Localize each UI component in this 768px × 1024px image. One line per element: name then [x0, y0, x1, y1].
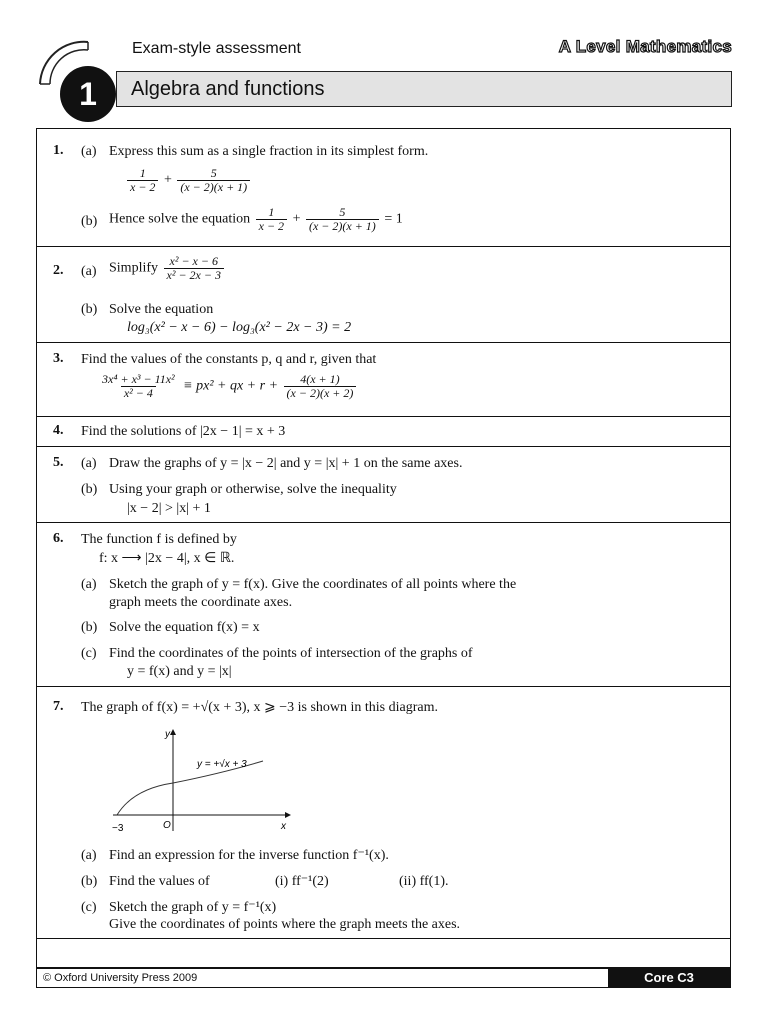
footer — [36, 968, 731, 988]
core-label: Core C3 — [608, 969, 730, 987]
origin-label: O — [163, 820, 171, 831]
part-label: (b) — [81, 482, 98, 497]
question-text: Find the values of — [109, 874, 210, 889]
question-number: 1. — [53, 143, 64, 158]
title-bar — [116, 71, 732, 107]
part-label: (a) — [81, 456, 97, 471]
brand-logo: A Level Mathematics — [558, 37, 732, 56]
question-number: 6. — [53, 531, 64, 546]
question-number: 7. — [53, 699, 64, 714]
question-text: The graph of f(x) = +√(x + 3), x ⩾ −3 is shown in this diagram. — [81, 700, 438, 715]
question-text: Sketch the graph of y = f⁻¹(x) — [109, 900, 277, 915]
question-6 — [37, 523, 730, 687]
sub-part: (ii) ff(1). — [399, 874, 449, 889]
part-label: (b) — [81, 620, 98, 635]
question-text: Using your graph or otherwise, solve the inequality — [109, 482, 397, 497]
y-axis-arrow — [170, 729, 176, 735]
neg3-label: −3 — [112, 823, 124, 834]
question-7 — [37, 687, 730, 939]
question-text: Find the values of the constants p, q and r, given that — [81, 352, 377, 367]
equation: log₃(x² − x − 6) − log₃(x² − 2x − 3) = 2 — [127, 320, 352, 335]
part-label: (b) — [81, 874, 98, 889]
question-text: Simplify $\frac{\text{x² − x − 6}}{\text{x² − 2x − 3}}$ — [109, 255, 226, 282]
question-number: 2. — [53, 263, 64, 278]
question-text: graph meets the coordinate axes. — [109, 595, 293, 610]
part-label: (a) — [81, 264, 97, 279]
question-text: Draw the graphs of y = |x − 2| and y = |x| + 1 on the same axes. — [109, 456, 463, 471]
part-label: (b) — [81, 302, 98, 317]
part-label: (b) — [81, 214, 98, 229]
question-text: y = f(x) and y = |x| — [127, 664, 232, 679]
fraction: $\frac{5}{(x - 2)(x + 1)}$ — [177, 167, 250, 194]
question-text: Sketch the graph of y = f(x). Give the coordinates of all points where the — [109, 577, 517, 592]
function-definition: f: x ⟶ |2x − 4|, x ∈ ℝ. — [99, 551, 235, 566]
question-number: 3. — [53, 351, 64, 366]
inequality: |x − 2| > |x| + 1 — [127, 501, 211, 516]
page-title: Algebra and functions — [131, 78, 325, 100]
y-axis-label: y — [165, 729, 170, 740]
part-label: (c) — [81, 900, 97, 915]
copyright-text: © Oxford University Press 2009 — [43, 972, 198, 984]
question-1 — [37, 129, 730, 247]
question-text: Hence solve the equation $\frac{1}{x - 2}$ + $\frac{5}{(x - 2)(x + 1)}$ = 1 — [109, 205, 403, 233]
part-label: (a) — [81, 577, 97, 592]
question-text: Give the coordinates of points where the graph meets the axes. — [109, 917, 461, 932]
function-graph — [103, 727, 303, 835]
questions-frame — [36, 128, 731, 968]
question-text: Find an expression for the inverse function f⁻¹(x). — [109, 848, 389, 863]
part-label: (a) — [81, 144, 97, 159]
unit-number-badge: 1 — [60, 66, 116, 122]
question-text: Solve the equation f(x) = x — [109, 620, 260, 635]
question-text: Find the solutions of |2x − 1| = x + 3 — [81, 424, 286, 439]
question-4 — [37, 417, 730, 447]
question-number: 4. — [53, 423, 64, 438]
question-3 — [37, 343, 730, 417]
question-text: Find the coordinates of the points of intersection of the graphs of — [109, 646, 473, 661]
expression: $\frac{1}{x - 2}$ + $\frac{5}{(x - 2)(x + 1)}$ — [125, 167, 252, 194]
part-label: (c) — [81, 646, 97, 661]
question-text: Express this sum as a single fraction in its simplest form. — [109, 144, 429, 159]
kicker-text: Exam-style assessment — [132, 40, 301, 57]
part-label: (a) — [81, 848, 97, 863]
question-2 — [37, 247, 730, 343]
question-text: Solve the equation — [109, 302, 214, 317]
x-axis-arrow — [285, 812, 291, 818]
sub-part: (i) ff⁻¹(2) — [275, 874, 329, 889]
question-text: The function f is defined by — [81, 532, 237, 547]
question-5 — [37, 447, 730, 523]
x-axis-label: x — [281, 821, 286, 832]
curve-label: y = +√x + 3 — [197, 759, 247, 770]
fraction: $\frac{1}{x - 2}$ — [127, 167, 158, 194]
identity: $\frac{\text{3x⁴ + x³ − 11x²}}{\text{x² − 4}}$ ≡ px² + qx + r + $\frac{4(x + 1)}{(x - 2)(x + 2)}$ — [97, 373, 358, 400]
question-number: 5. — [53, 455, 64, 470]
